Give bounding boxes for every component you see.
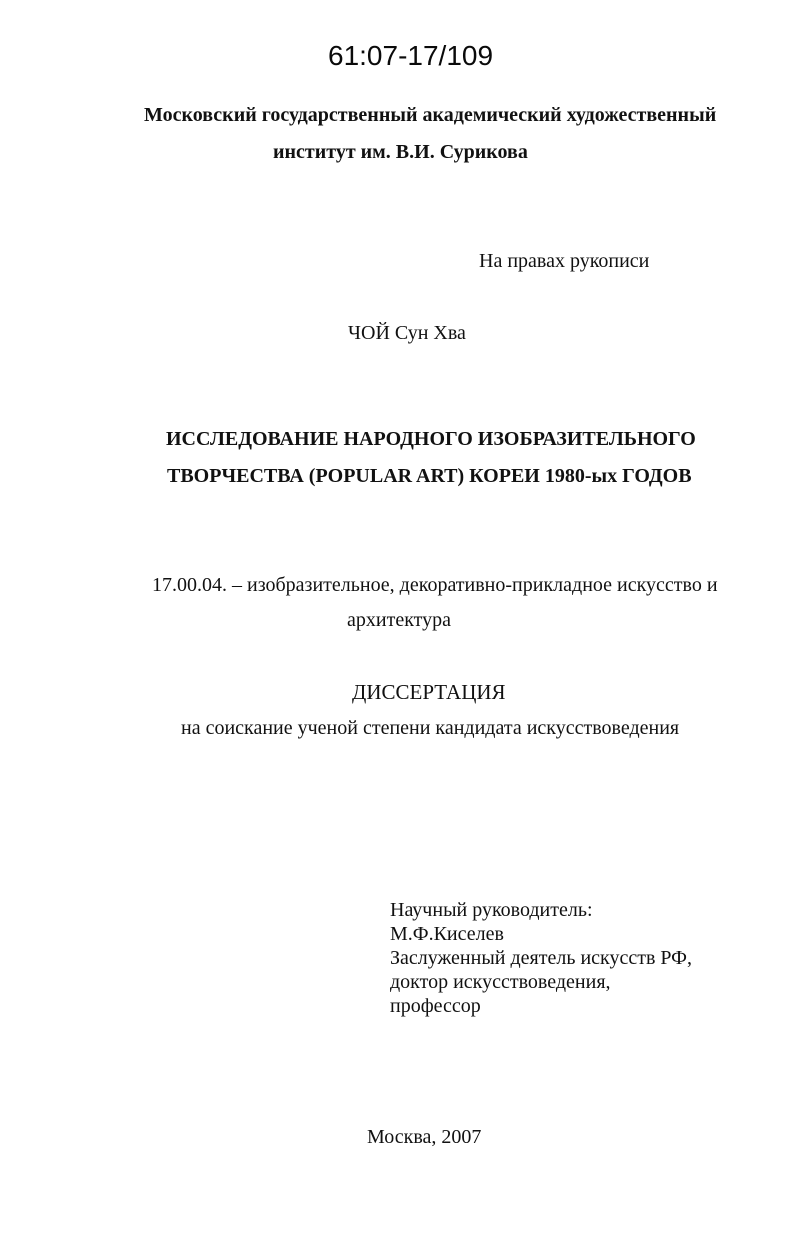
degree-statement: на соискание ученой степени кандидата искусствоведения [181,717,680,739]
place-and-year: Москва, 2007 [367,1126,482,1148]
dissertation-title-line-1: ИССЛЕДОВАНИЕ НАРОДНОГО ИЗОБРАЗИТЕЛЬНОГО [166,428,696,450]
supervisor-label: Научный руководитель: [390,899,593,921]
author-name: ЧОЙ Сун Хва [348,322,466,344]
supervisor-name: М.Ф.Киселев [390,923,504,945]
supervisor-title-2: доктор искусствоведения, [390,971,611,993]
institution-name-line-2: институт им. В.И. Сурикова [273,141,528,163]
manuscript-rights-note: На правах рукописи [479,250,650,272]
supervisor-block [390,898,692,1018]
supervisor-title-1: Заслуженный деятель искусств РФ, [390,947,692,969]
registration-number: 61:07-17/109 [328,40,494,71]
specialty-line-2: архитектура [347,609,452,631]
specialty-line-1: 17.00.04. – изобразительное, декоративно-прикладное искусство и [152,574,718,596]
supervisor-title-3: профессор [390,995,481,1017]
document-type-heading: ДИССЕРТАЦИЯ [352,680,506,704]
institution-name-line-1: Московский государственный академический художественный [144,104,717,126]
dissertation-title-line-2: ТВОРЧЕСТВА (POPULAR ART) КОРЕИ 1980-ых ГОДОВ [167,465,692,487]
